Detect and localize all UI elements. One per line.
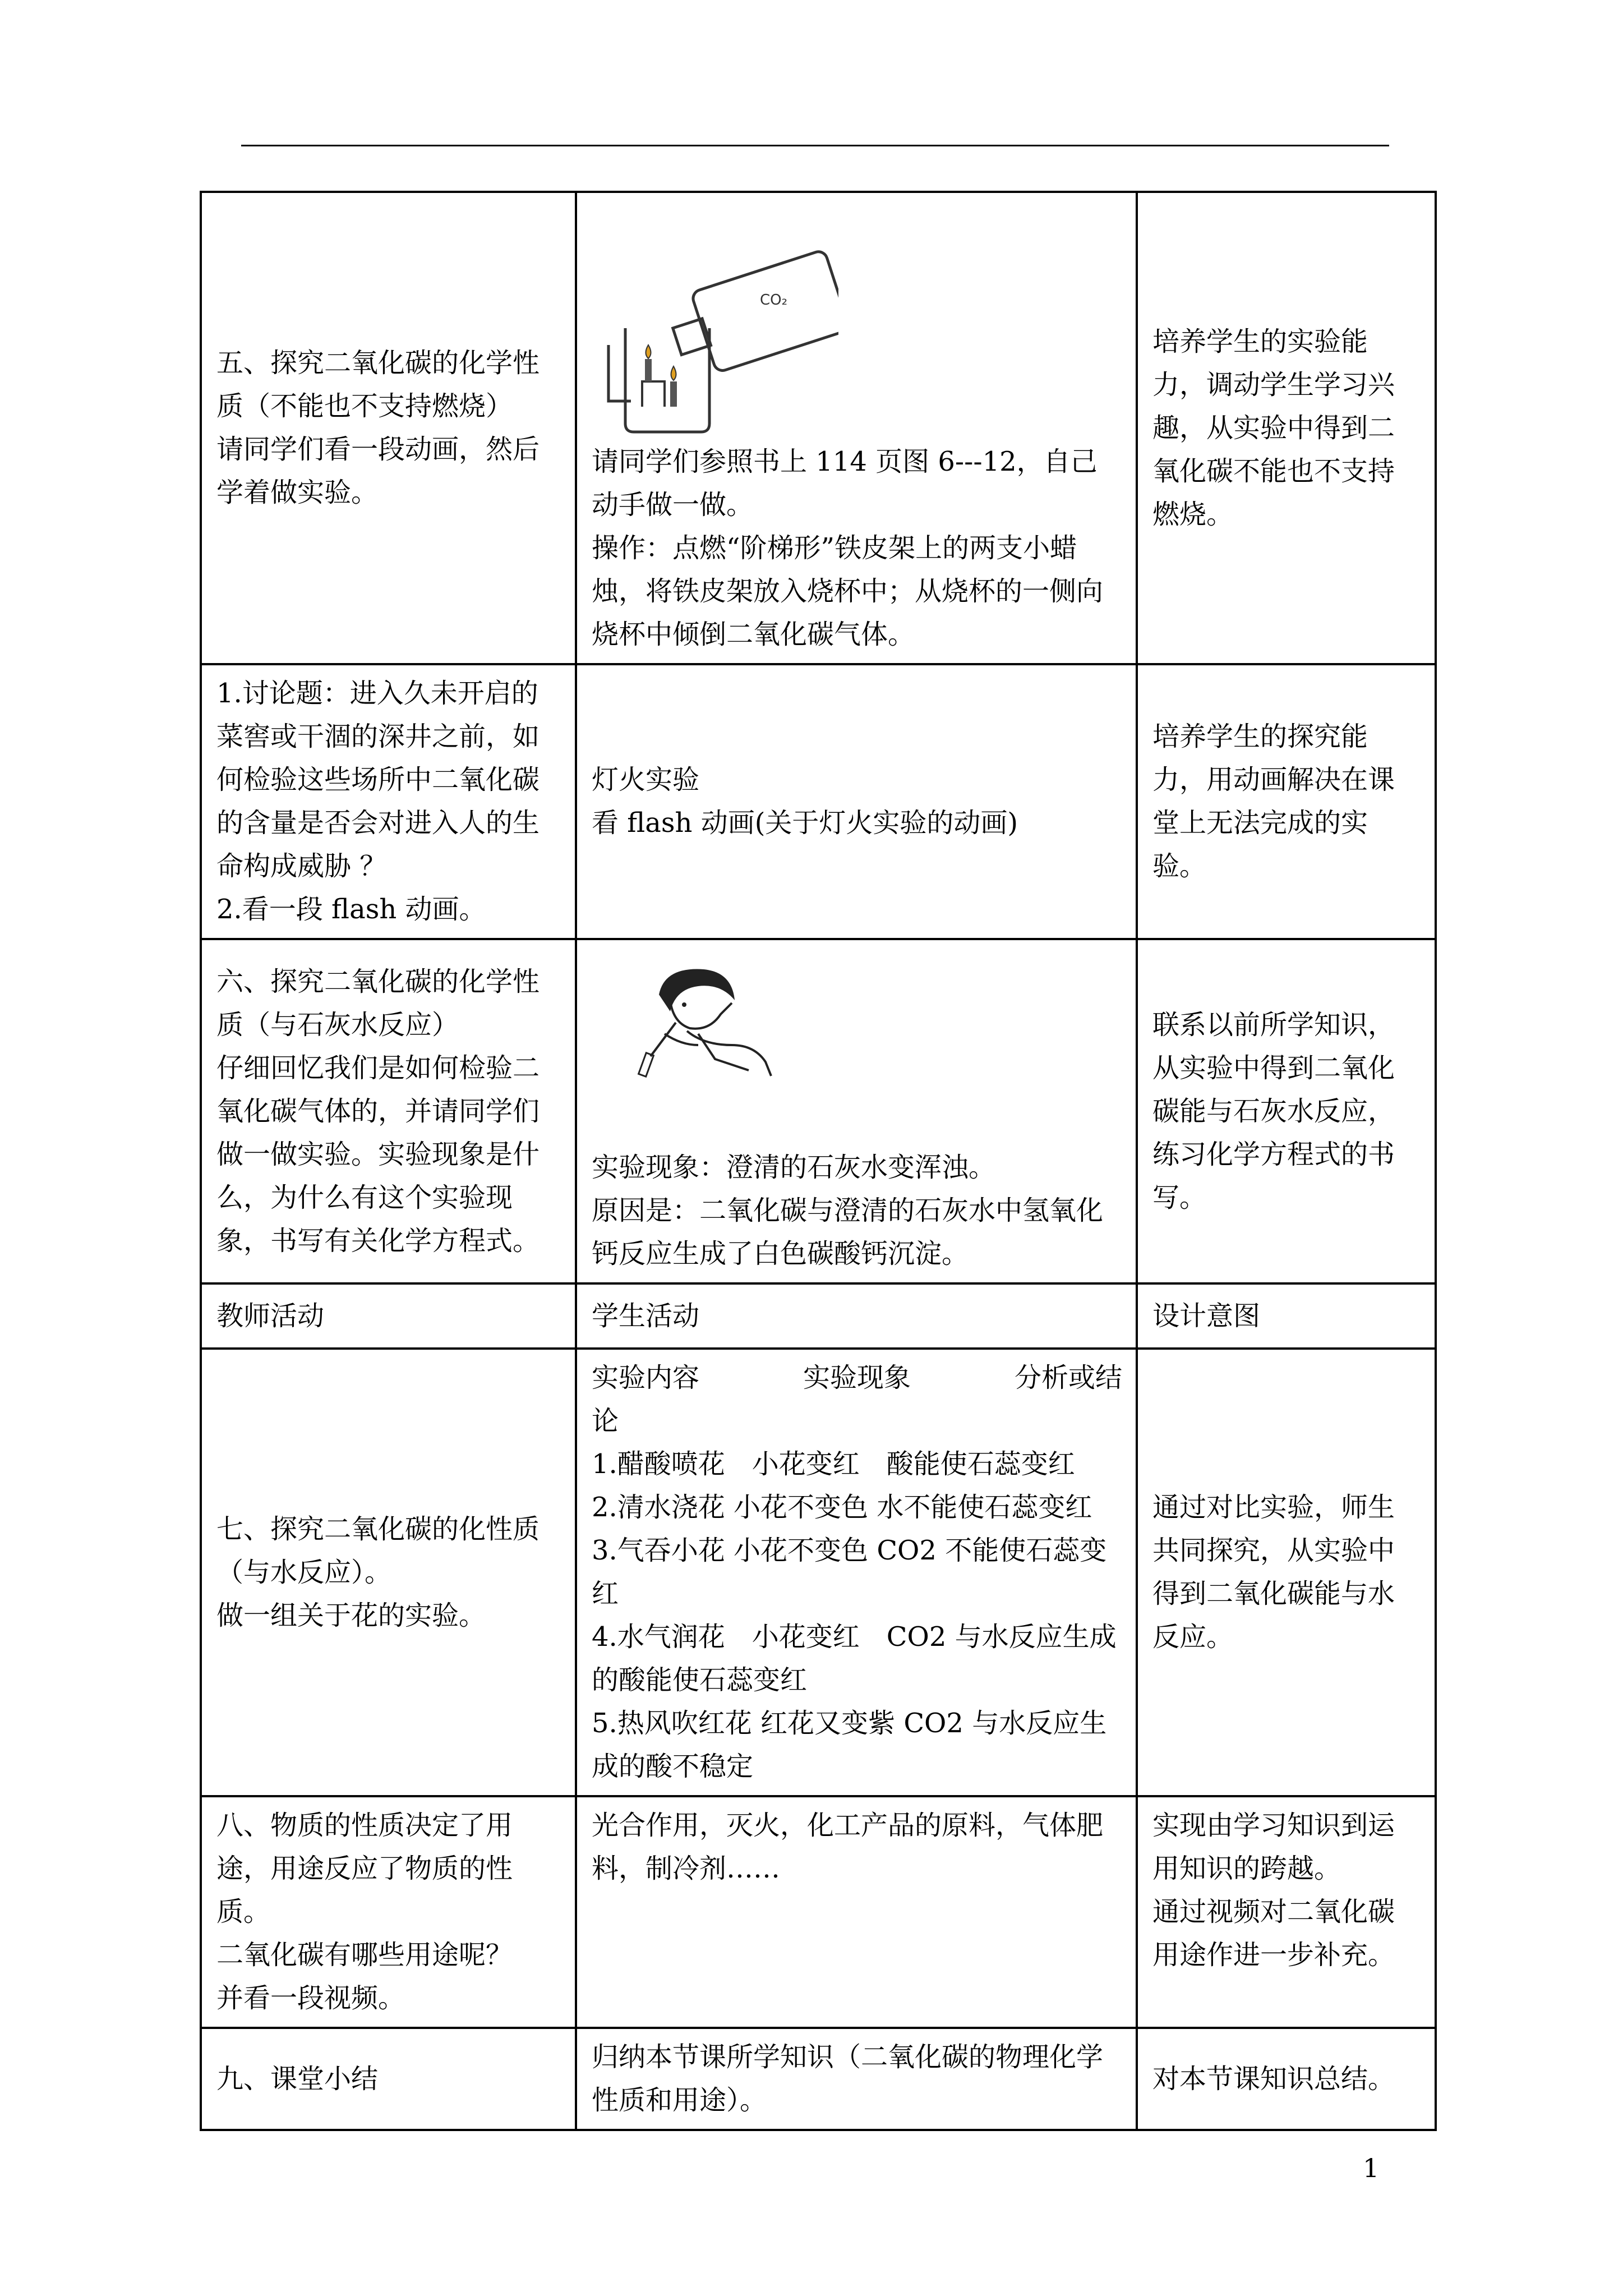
teacher-cell	[201, 1796, 576, 2028]
student-text: 看 flash 动画(关于灯火实验的动画)	[592, 807, 1018, 839]
teacher-cell	[201, 939, 576, 1283]
table-header-row	[201, 1283, 1436, 1349]
experiment-item: 4.水气润花 小花变红 CO2 与水反应生成的酸能使石蕊变红	[592, 1621, 1117, 1696]
student-text: 实验现象：澄清的石灰水变浑浊。	[592, 1152, 996, 1183]
teacher-text: 仔细回忆我们是如何检验二氧化碳气体的，并请同学们做一做实验。实验现象是什么，为什么有这个实验现象，书写有关化学方程式。	[216, 1052, 540, 1257]
teacher-cell	[201, 192, 576, 664]
teacher-text: 请同学们看一段动画，然后学着做实验。	[216, 434, 540, 508]
teacher-text: 七、探究二氧化碳的化性质（与水反应）。	[216, 1513, 540, 1588]
student-text: 光合作用，灭火，化工产品的原料，气体肥料，制冷剂……	[592, 1810, 1104, 1884]
teacher-text: 五、探究二氧化碳的化学性质（不能也不支持燃烧）	[216, 347, 540, 422]
teacher-text: 二氧化碳有哪些用途呢？	[216, 1939, 513, 1971]
table-row	[201, 939, 1436, 1283]
boy-blowing-illustration	[620, 961, 799, 1079]
teacher-cell	[201, 1349, 576, 1796]
student-text: 归纳本节课所学知识（二氧化碳的物理化学性质和用途）。	[592, 2041, 1104, 2116]
intent-text: 通过对比实验，师生共同探究，从实验中得到二氧化碳能与水反应。	[1152, 1492, 1395, 1653]
teacher-cell	[201, 664, 576, 939]
intent-cell	[1137, 1349, 1436, 1796]
experiment-item: 1.醋酸喷花 小花变红 酸能使石蕊变红	[592, 1448, 1075, 1480]
student-cell	[576, 1796, 1137, 2028]
teacher-text: 九、课堂小结	[216, 2063, 379, 2095]
teacher-text: 八、物质的性质决定了用途，用途反应了物质的性质。	[216, 1810, 513, 1927]
experiment-header-tail: 论	[592, 1405, 619, 1437]
teacher-cell	[201, 2028, 576, 2130]
teacher-text: 2.看一段 flash 动画。	[216, 894, 486, 925]
lesson-plan-table	[200, 191, 1437, 2131]
co2-label: CO₂	[760, 292, 788, 309]
experiment-header-content: 实验内容	[592, 1362, 700, 1393]
table-row	[201, 664, 1436, 939]
column-header-teacher: 教师活动	[201, 1283, 576, 1349]
column-header-intent: 设计意图	[1137, 1283, 1436, 1349]
table-row	[201, 1349, 1436, 1796]
student-text: 原因是：二氧化碳与澄清的石灰水中氢氧化钙反应生成了白色碳酸钙沉淀。	[592, 1195, 1104, 1269]
column-header-student: 学生活动	[576, 1283, 1137, 1349]
experiment-item: 3.气吞小花 小花不变色 CO2 不能使石蕊变红	[592, 1535, 1107, 1609]
intent-text: 培养学生的探究能力，用动画解决在课堂上无法完成的实验。	[1152, 721, 1395, 882]
experiment-header-phenomenon: 实验现象	[803, 1362, 911, 1393]
intent-text: 通过视频对二氧化碳用途作进一步补充。	[1152, 1896, 1395, 1971]
student-text: 请同学们参照书上 114 页图 6---12，自己动手做一做。	[592, 446, 1098, 521]
teacher-text: 六、探究二氧化碳的化学性质（与石灰水反应）	[216, 965, 540, 1041]
student-cell	[576, 939, 1137, 1283]
intent-cell	[1137, 939, 1436, 1283]
experiment-header-analysis: 分析或结	[1014, 1362, 1122, 1393]
teacher-text: 1.讨论题：进入久未开启的菜窖或干涸的深井之前，如何检验这些场所中二氧化碳的含量是否会对进入人的生命构成威胁 ？	[216, 678, 540, 882]
table-row	[201, 1796, 1436, 2028]
experiment-item: 5.热风吹红花 红花又变紫 CO2 与水反应生成的酸不稳定	[592, 1708, 1107, 1782]
teacher-text: 并看一段视频。	[216, 1982, 405, 2014]
teacher-text: 做一组关于花的实验。	[216, 1599, 486, 1631]
student-text: 操作：点燃“阶梯形”铁皮架上的两支小蜡烛，将铁皮架放入烧杯中；从烧杯的一侧向烧杯中倾倒二氧化碳气体。	[592, 532, 1104, 650]
student-cell	[576, 192, 1137, 664]
intent-cell	[1137, 664, 1436, 939]
beaker-candles-illustration	[592, 238, 838, 440]
student-cell	[576, 1349, 1137, 1796]
experiment-item: 2.清水浇花 小花不变色 水不能使石蕊变红	[592, 1492, 1092, 1523]
intent-cell	[1137, 1796, 1436, 2028]
student-cell	[576, 2028, 1137, 2130]
page-number: 1	[1363, 2153, 1380, 2183]
student-cell	[576, 664, 1137, 939]
experiment-header	[592, 1356, 1122, 1400]
header-rule	[241, 145, 1389, 146]
intent-text: 对本节课知识总结。	[1152, 2063, 1395, 2095]
intent-text: 联系以前所学知识，从实验中得到二氧化碳能与石灰水反应，练习化学方程式的书写。	[1152, 1009, 1395, 1213]
intent-cell	[1137, 192, 1436, 664]
student-text: 灯火实验	[592, 764, 700, 795]
intent-cell	[1137, 2028, 1436, 2130]
intent-text: 实现由学习知识到运用知识的跨越。	[1152, 1810, 1395, 1884]
table-row	[201, 192, 1436, 664]
table-row	[201, 2028, 1436, 2130]
intent-text: 培养学生的实验能力，调动学生学习兴趣，从实验中得到二氧化碳不能也不支持燃烧。	[1152, 325, 1395, 530]
